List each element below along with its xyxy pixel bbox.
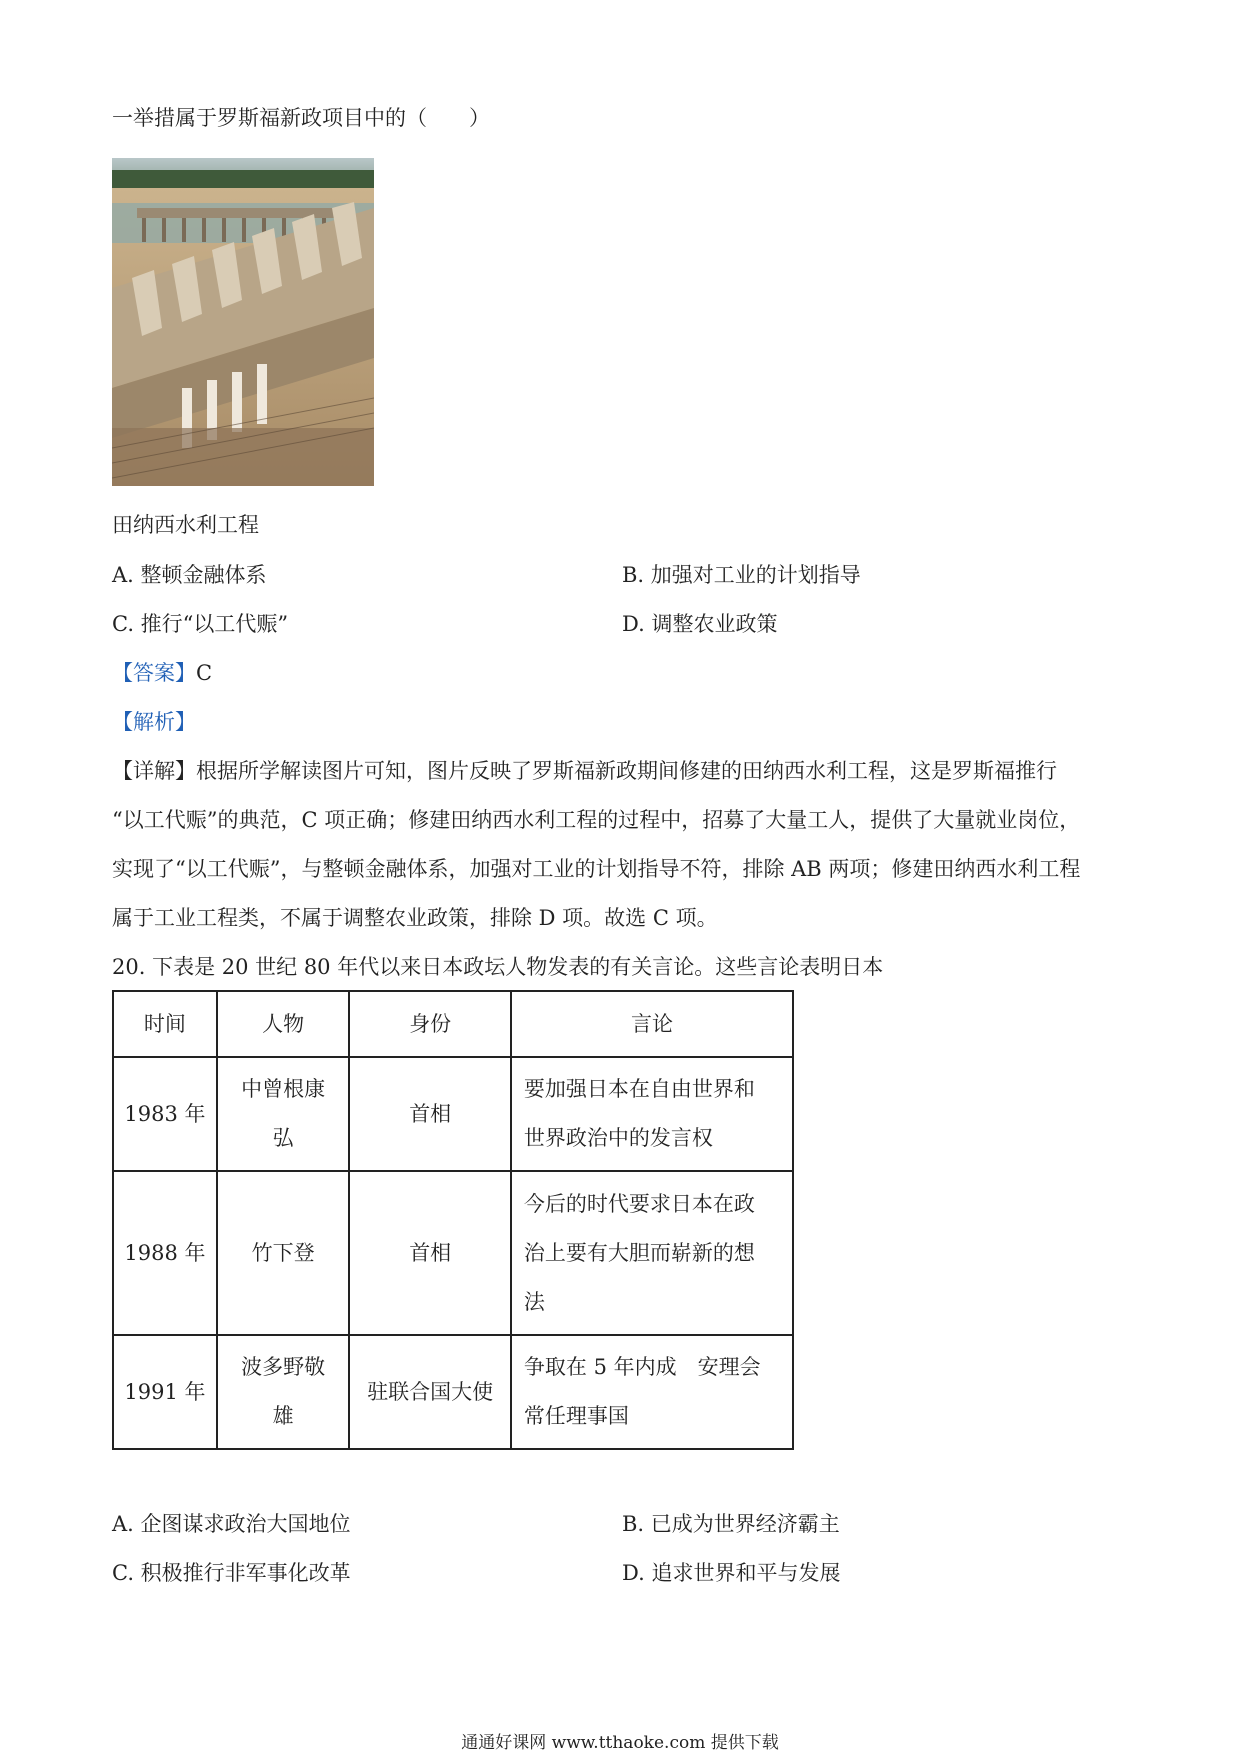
cell-speech: 要加强日本在自由世界和 世界政治中的发言权 (511, 1057, 793, 1171)
cell-person: 中曾根康 弘 (217, 1057, 350, 1171)
header-person: 人物 (217, 991, 350, 1057)
page-footer: 通通好课网 www.tthaoke.com 提供下载 (461, 1733, 779, 1753)
question-stem-tail: 一举措属于罗斯福新政项目中的（ ） (112, 106, 490, 130)
analysis-label: 【解析】 (112, 710, 196, 734)
answer-line (112, 658, 212, 688)
cell-role: 首相 (349, 1171, 510, 1335)
cell-person: 竹下登 (217, 1171, 350, 1335)
table-row (113, 1057, 793, 1171)
cell-person: 波多野敬 雄 (217, 1335, 350, 1449)
q20-option-d: D. 追求世界和平与发展 (622, 1561, 841, 1585)
cell-time: 1988 年 (113, 1171, 217, 1335)
table-row (113, 1171, 793, 1335)
cell-speech: 今后的时代要求日本在政 治上要有大胆而崭新的想 法 (511, 1171, 793, 1335)
cell-time: 1983 年 (113, 1057, 217, 1171)
answer-value: C (196, 661, 213, 685)
photo-caption: 田纳西水利工程 (112, 513, 259, 537)
cell-speech: 争取在 5 年内成 安理会 常任理事国 (511, 1335, 793, 1449)
option-b: B. 加强对工业的计划指导 (622, 563, 861, 587)
detail-line-3: 实现了“以工代赈”，与整顿金融体系，加强对工业的计划指导不符，排除 AB 两项；修建田纳西水利工程 (112, 857, 1081, 881)
answer-label: 【答案】 (112, 661, 196, 685)
header-time: 时间 (113, 991, 217, 1057)
header-role: 身份 (349, 991, 510, 1057)
table-header-row (113, 991, 793, 1057)
detail-line-2: “以工代赈”的典范，C 项正确；修建田纳西水利工程的过程中，招募了大量工人，提供了大量就业岗位， (112, 808, 1081, 832)
detail-line-4: 属于工业工程类，不属于调整农业政策，排除 D 项。故选 C 项。 (112, 906, 718, 930)
q20-option-c: C. 积极推行非军事化改革 (112, 1561, 351, 1585)
header-speech: 言论 (511, 991, 793, 1057)
tennessee-dam-photo (112, 158, 374, 486)
cell-role: 首相 (349, 1057, 510, 1171)
q20-option-b: B. 已成为世界经济霸主 (622, 1512, 840, 1536)
option-a: A. 整顿金融体系 (112, 563, 267, 587)
option-d: D. 调整农业政策 (622, 612, 778, 636)
cell-time: 1991 年 (113, 1335, 217, 1449)
detail-line-1: 【详解】根据所学解读图片可知，图片反映了罗斯福新政期间修建的田纳西水利工程，这是罗斯福推行 (112, 759, 1057, 783)
statements-table (112, 990, 794, 1450)
table-row (113, 1335, 793, 1449)
option-c: C. 推行“以工代赈” (112, 612, 289, 636)
cell-role: 驻联合国大使 (349, 1335, 510, 1449)
question-20-stem: 20. 下表是 20 世纪 80 年代以来日本政坛人物发表的有关言论。这些言论表明日本 (112, 955, 884, 979)
q20-option-a: A. 企图谋求政治大国地位 (112, 1512, 351, 1536)
